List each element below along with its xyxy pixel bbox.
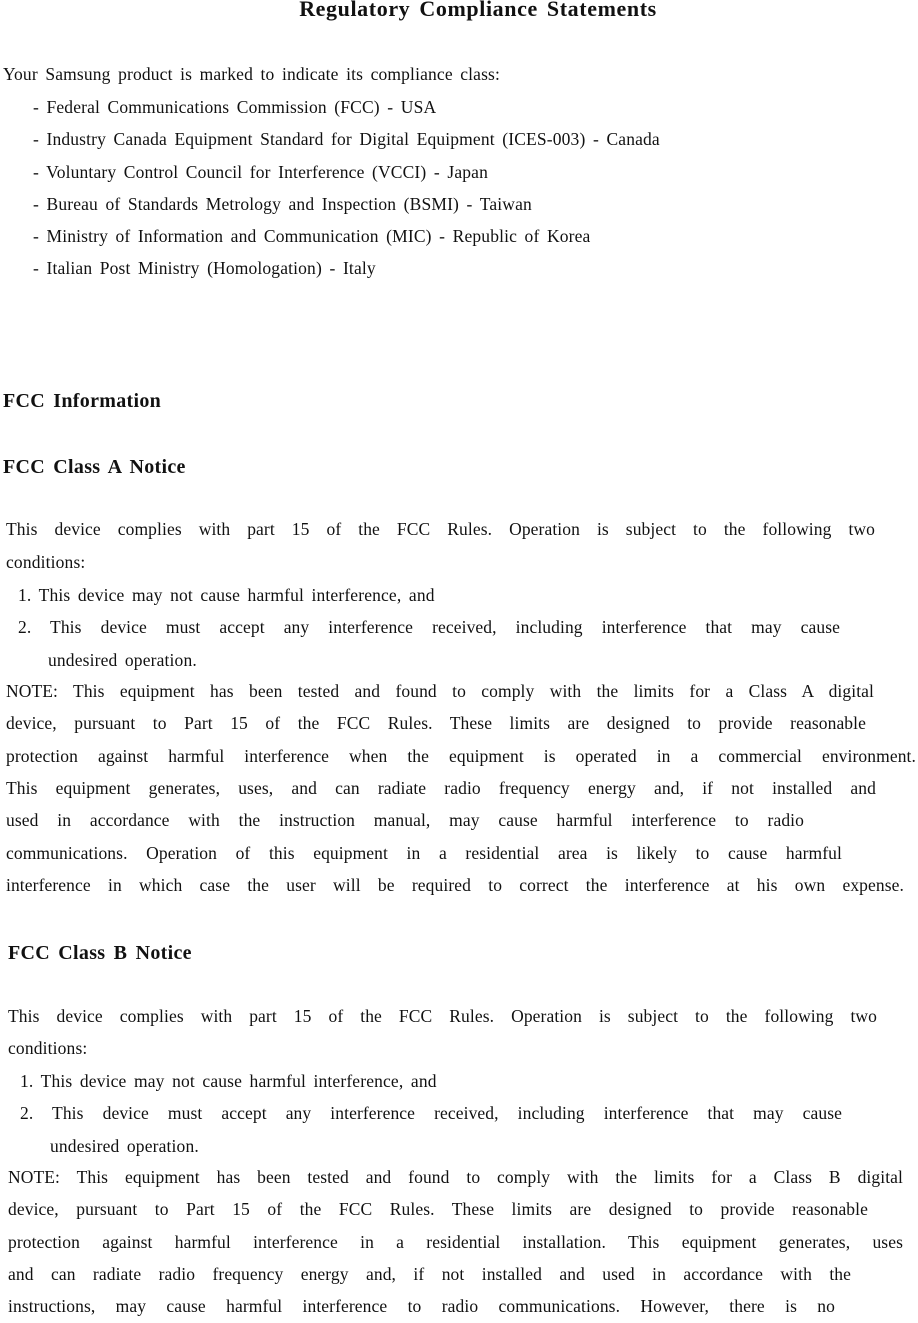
class-a-note-line: protection against harmful interference when the equipment is operated in a commercial environment. (6, 746, 916, 766)
page-title: Regulatory Compliance Statements (299, 0, 657, 21)
class-a-condition-1: 1. This device may not cause harmful interference, and (18, 585, 435, 605)
compliance-item-bsmi: - Bureau of Standards Metrology and Inspection (BSMI) - Taiwan (33, 194, 532, 214)
class-b-note-line: instructions, may cause harmful interference to radio communications. However, there is no (8, 1296, 835, 1316)
compliance-item-vcci: - Voluntary Control Council for Interference (VCCI) - Japan (33, 162, 489, 182)
class-a-heading: FCC Class A Notice (3, 456, 186, 478)
class-a-note-line: NOTE: This equipment has been tested and found to comply with the limits for a Class A digital (6, 681, 874, 701)
class-b-note-line: protection against harmful interference in a residential installation. This equipment generates, uses (8, 1232, 903, 1252)
compliance-item-italy: - Italian Post Ministry (Homologation) - Italy (33, 258, 376, 278)
class-a-note-line: used in accordance with the instruction manual, may cause harmful interference to radio (6, 810, 804, 830)
class-b-note-line: device, pursuant to Part 15 of the FCC Rules. These limits are designed to provide reasonable (8, 1199, 868, 1219)
fcc-information-heading: FCC Information (3, 390, 162, 412)
compliance-item-mic: - Ministry of Information and Communication (MIC) - Republic of Korea (33, 226, 591, 246)
class-a-intro-line: This device complies with part 15 of the FCC Rules. Operation is subject to the following two (6, 519, 875, 539)
class-b-heading: FCC Class B Notice (8, 942, 192, 964)
class-b-note-line: and can radiate radio frequency energy and, if not installed and used in accordance with the (8, 1264, 851, 1284)
compliance-item-ices: - Industry Canada Equipment Standard for Digital Equipment (ICES-003) - Canada (33, 129, 660, 149)
class-b-intro-line: conditions: (8, 1038, 88, 1058)
class-a-note-line: communications. Operation of this equipment in a residential area is likely to cause harmful (6, 843, 842, 863)
class-b-note-line: NOTE: This equipment has been tested and found to comply with the limits for a Class B digital (8, 1167, 903, 1187)
class-a-condition-2: 2. This device must accept any interference received, including interference that may cause (18, 617, 840, 637)
class-a-note-line: This equipment generates, uses, and can radiate radio frequency energy and, if not installed and (6, 778, 876, 798)
compliance-item-fcc: - Federal Communications Commission (FCC) - USA (33, 97, 437, 117)
class-b-condition-1: 1. This device may not cause harmful interference, and (20, 1071, 437, 1091)
class-b-intro-line: This device complies with part 15 of the FCC Rules. Operation is subject to the following two (8, 1006, 877, 1026)
class-b-condition-2: 2. This device must accept any interference received, including interference that may cause (20, 1103, 842, 1123)
class-b-condition-2-cont: undesired operation. (50, 1136, 199, 1156)
intro-text: Your Samsung product is marked to indicate its compliance class: (3, 64, 501, 84)
class-a-intro-line: conditions: (6, 552, 86, 572)
class-a-note-line: interference in which case the user will be required to correct the interference at his own expense. (6, 875, 904, 895)
class-a-note-line: device, pursuant to Part 15 of the FCC Rules. These limits are designed to provide reasonable (6, 713, 866, 733)
class-a-condition-2-cont: undesired operation. (48, 650, 197, 670)
